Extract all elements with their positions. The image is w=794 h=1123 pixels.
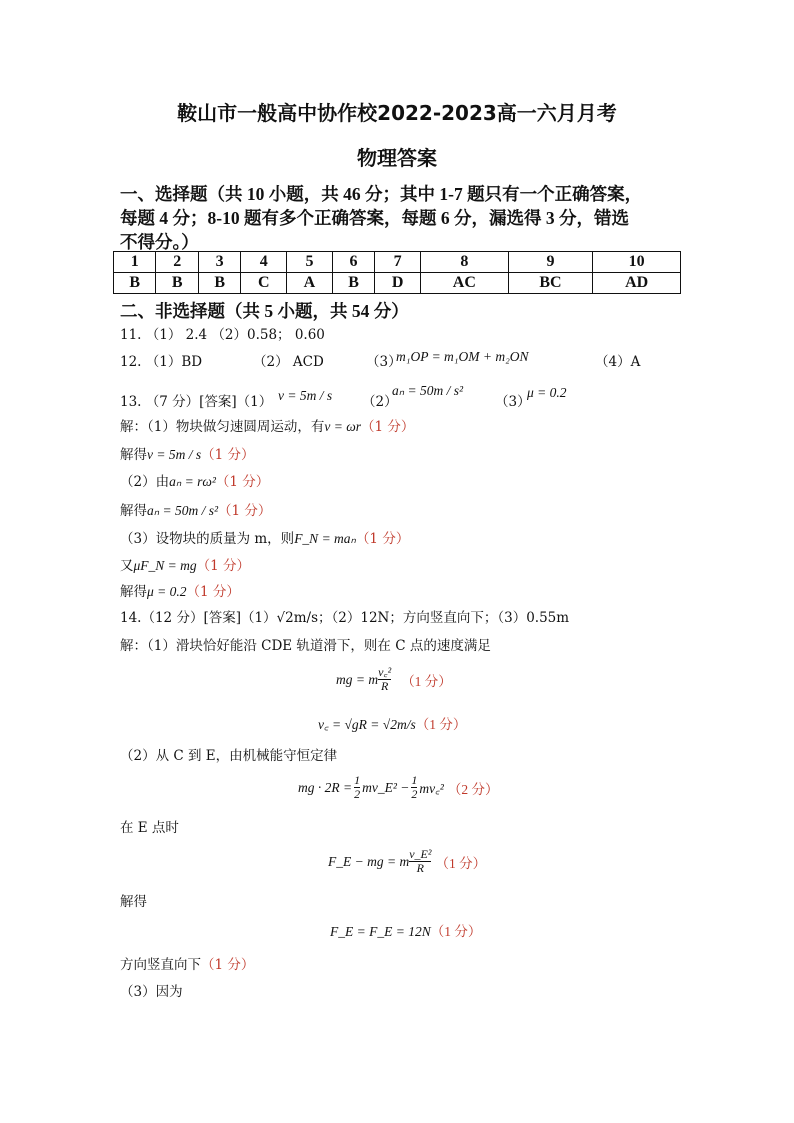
q13-answer2: aₙ = 50m / s² [392,383,464,398]
question-number: 10 [593,252,681,273]
q14-equation: mg = m $\frac{\text{v꜀²}}{R}$ （1 分） [336,665,452,693]
q14-solution-line: 解得 [120,894,147,910]
answer-cell: B [332,273,374,294]
q13-solution-line: 又μF_N = mg（1 分） [120,558,251,574]
question-number: 1 [114,252,156,273]
question-number: 2 [156,252,198,273]
answer-cell: BC [508,273,593,294]
question-number: 6 [332,252,374,273]
q12-part3-label: （3） [366,354,402,370]
q14-solution-line: 解：（1）滑块恰好能沿 CDE 轨道滑下，则在 C 点的速度满足 [120,638,491,654]
q14-solution-line: （3）因为 [120,984,183,1000]
q13-answer3-label: （3） [495,394,531,410]
answer-cell: C [241,273,287,294]
q13-solution-line: （3）设物块的质量为 m，则F_N = maₙ（1 分） [120,531,410,547]
q14-equation: mg · 2R = $\frac{1}{2}$ mv_E² − $\frac{1}{2}$ mv꜀² （2 分） [298,773,499,801]
q13-solution-line: 解得v = 5m / s（1 分） [120,447,255,463]
q13-answer1: v = 5m / s [278,388,333,403]
page-subtitle: 物理答案 [357,146,437,170]
q14-solution-line: （2）从 C 到 E，由机械能守恒定律 [120,748,338,764]
answer-cell: B [114,273,156,294]
q13-solution-line: 解得μ = 0.2（1 分） [120,584,240,600]
question-number: 4 [241,252,287,273]
q13-solution-line: （2）由aₙ = rω²（1 分） [120,474,270,490]
table-row [114,252,681,273]
answer-cell: B [156,273,198,294]
q14-header: 14.（12 分）[答案]（1）√2m/s；（2）12N；方向竖直向下；（3）0.55m [120,610,570,626]
q12-part1: 12. （1）BD [120,354,203,370]
fraction: $\frac{\text{v꜀²}}{R}$ [378,665,392,693]
q12-part3-equation: m₁OP = m₁OM + m₂ON [396,349,529,364]
question-number: 5 [287,252,333,273]
answer-cell: AC [420,273,508,294]
page-title: 鞍山市一般高中协作校2022-2023高一六月月考 [177,101,617,125]
question-number: 8 [420,252,508,273]
q12-part2: （2） ACD [253,354,324,370]
table-row [114,273,681,294]
answer-cell: A [287,273,333,294]
q13-header: 13. （7 分）[答案]（1） [120,394,273,410]
q14-equation: v꜀ = √gR = √2m/s（1 分） [318,717,467,732]
q14-equation: F_E − mg = m $\frac{\text{v\_E²}}{R}$ （1 分） [328,847,487,875]
answer-table [113,251,681,294]
section1-line2: 每题 4 分；8-10 题有多个正确答案，每题 6 分，漏选得 3 分，错选 [120,208,629,228]
q11-answer: 11. （1） 2.4 （2）0.58； 0.60 [120,327,325,343]
question-number: 3 [198,252,240,273]
answer-cell: AD [593,273,681,294]
section1-line1: 一、选择题（共 10 小题，共 46 分；其中 1-7 题只有一个正确答案， [120,184,643,204]
q12-part4: （4）A [595,354,641,370]
fraction: $\frac{1}{2}$ [411,773,418,801]
fraction: $\frac{\text{v\_E²}}{R}$ [409,847,432,875]
section1-line3: 不得分。） [120,232,199,252]
q14-solution-line: 在 E 点时 [120,820,179,836]
question-number: 7 [375,252,421,273]
q13-solution-line: 解得aₙ = 50m / s²（1 分） [120,503,272,519]
q13-answer2-label: （2） [362,394,398,410]
fraction: $\frac{1}{2}$ [354,773,361,801]
q13-answer3: μ = 0.2 [527,385,567,400]
q13-solution-line: 解：（1）物块做匀速圆周运动，有v = ωr（1 分） [120,419,415,435]
q14-solution-line: 方向竖直向下（1 分） [120,957,255,973]
q14-equation: F_E = F_E = 12N（1 分） [330,924,482,939]
answer-cell: D [375,273,421,294]
answer-cell: B [198,273,240,294]
section2-title: 二、非选择题（共 5 小题，共 54 分） [120,301,409,321]
question-number: 9 [508,252,593,273]
